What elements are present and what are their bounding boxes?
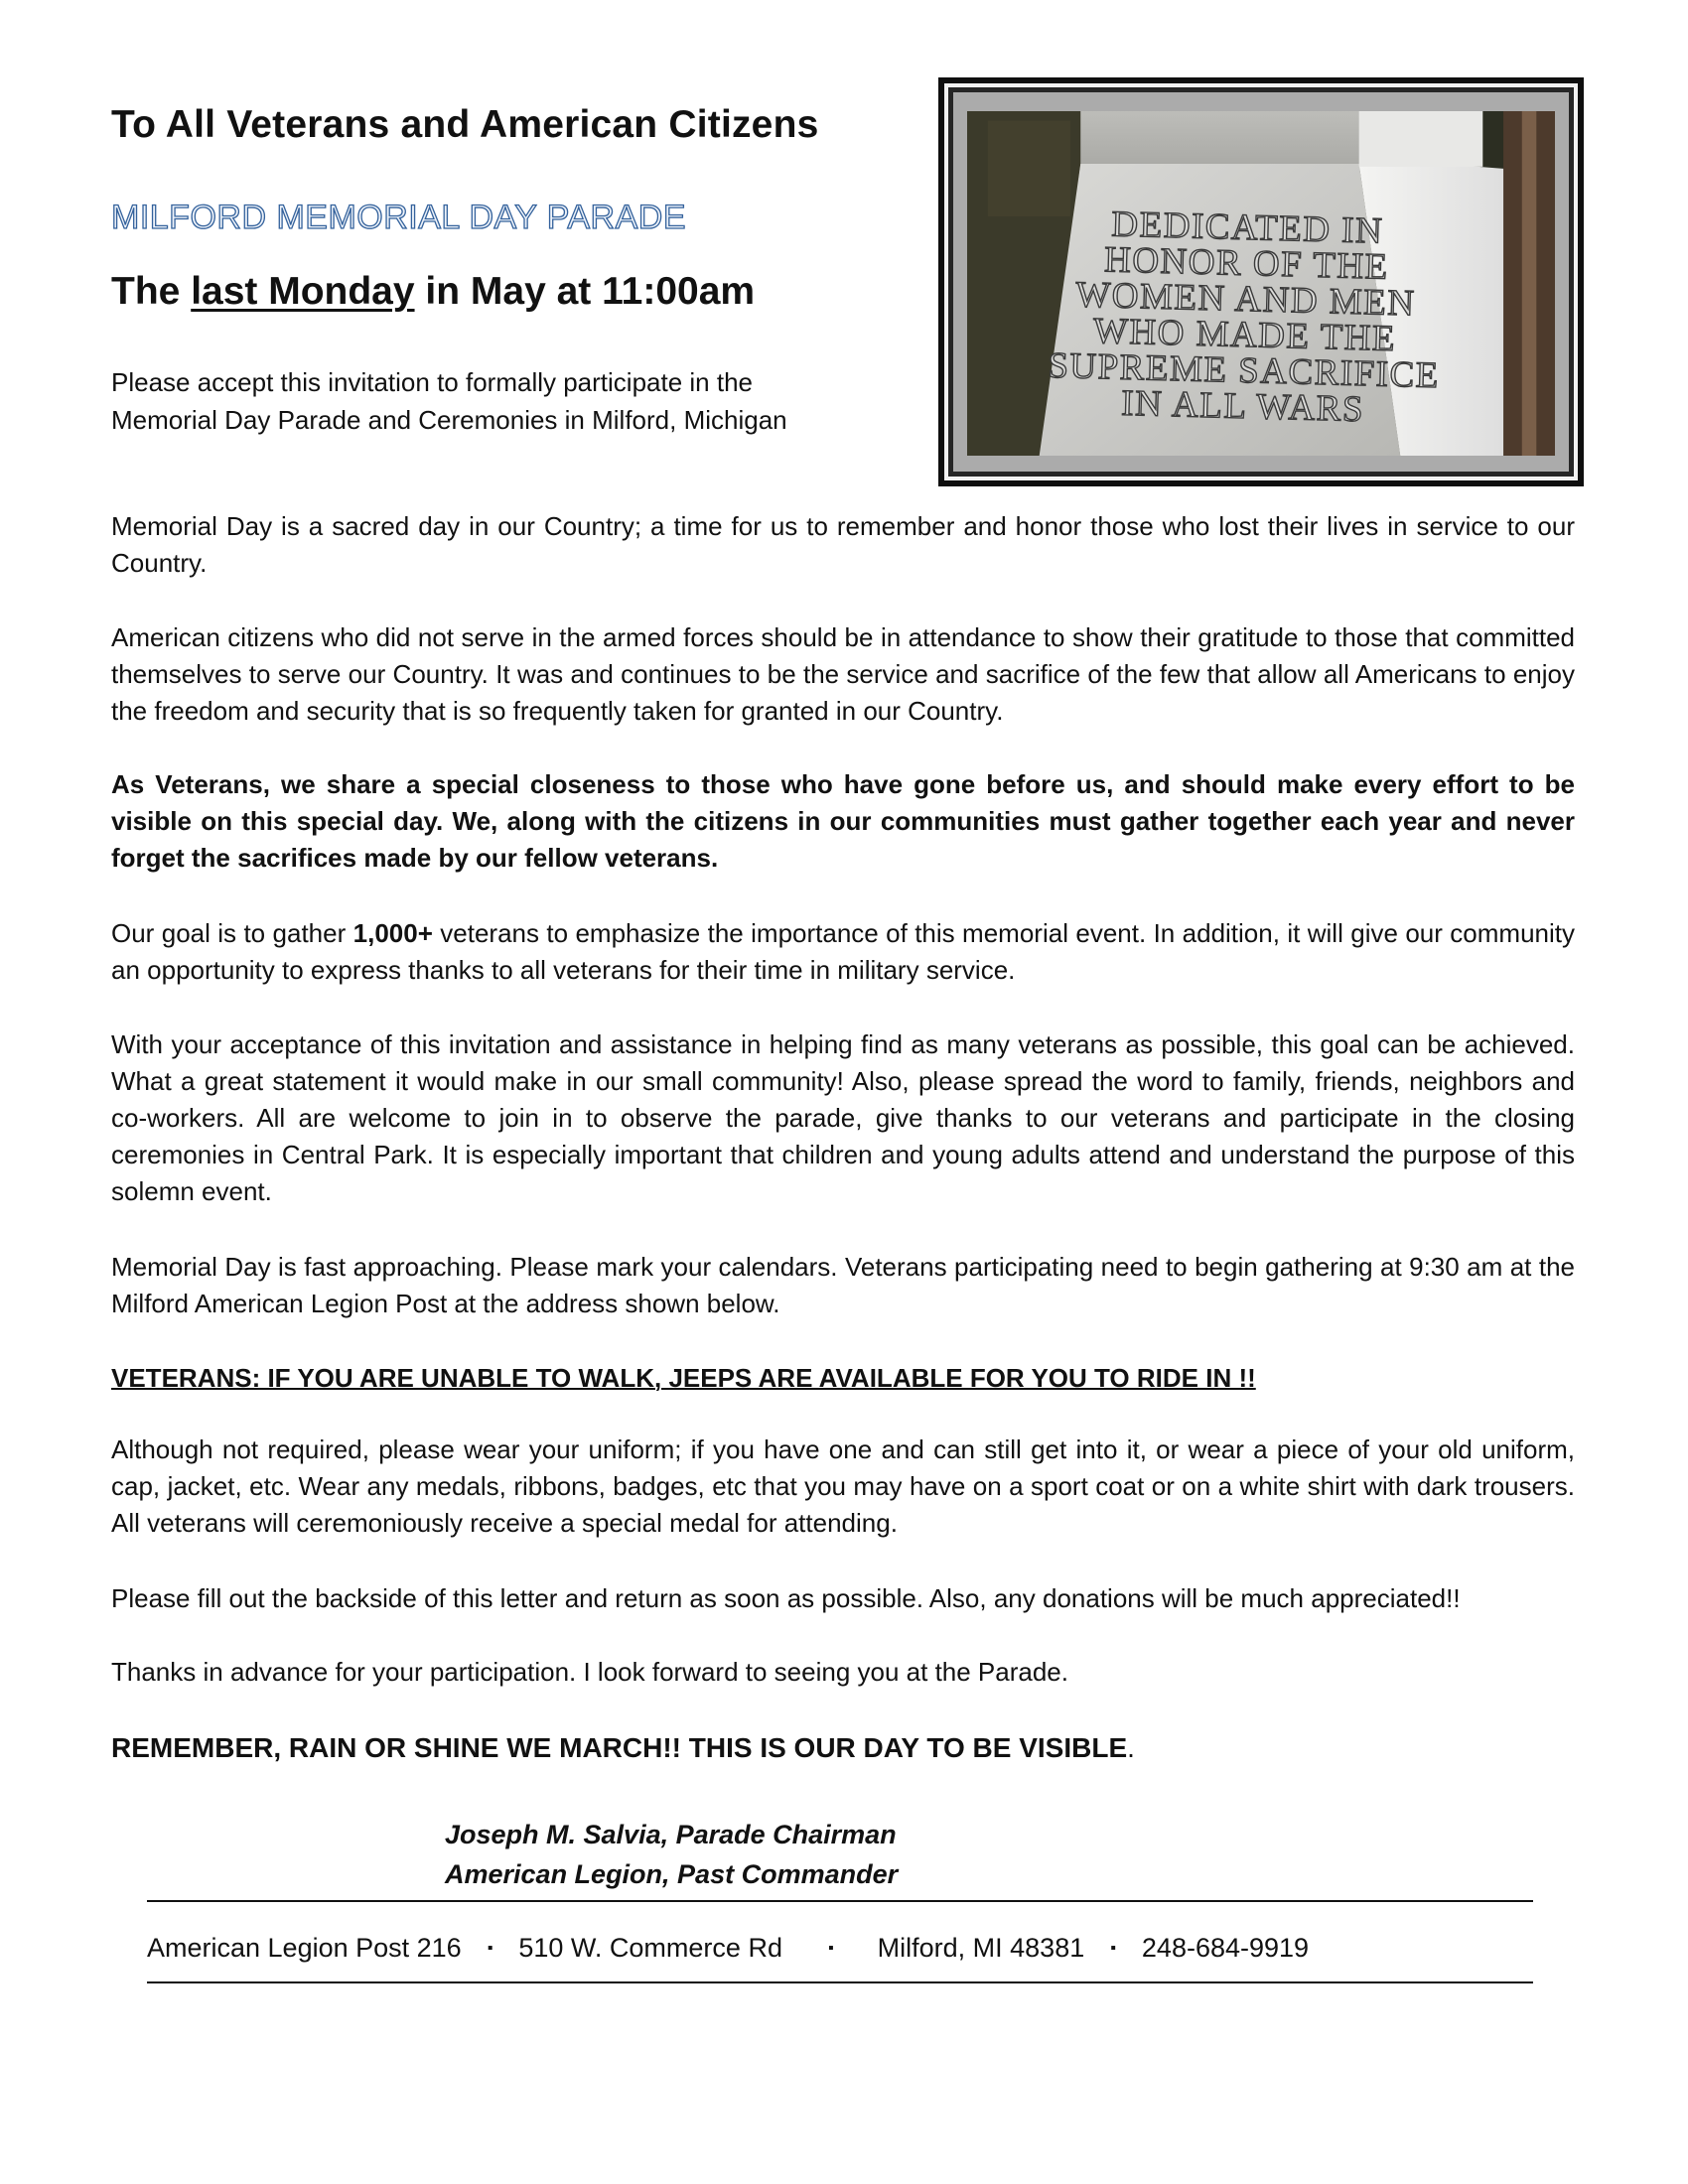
paragraph-uniform: Although not required, please wear your uniform; if you have one and can still get into it, or wear a piece of your old uniform, cap, jacket, etc. Wear any medals, ribbons, badges, etc that you may have on a sport coat or on a white shirt with dark trousers. All veterans will ceremoniously receive a special medal for attending. [111, 1434, 1575, 1538]
goal-text-post: veterans to emphasize the importance of this memorial event. In addition, it will give our community an opportunity to express thanks to all veterans for their time in military service. [111, 918, 1575, 985]
when-suffix: in May at 11:00am [425, 270, 756, 313]
footer-contact [147, 1933, 1533, 1964]
intro-line-2: Memorial Day Parade and Ceremonies in Milford, Michigan [111, 405, 787, 435]
paragraph-veterans-bold: As Veterans, we share a special closeness to those who have gone before us, and should make every effort to be visible on this special day. We, along with the citizens in our communities must gather together each year and never forget the sacrifices made by our fellow veterans. [111, 769, 1575, 873]
footer-post: American Legion Post 216 [147, 1933, 462, 1963]
footer-separator: ▪ [827, 1939, 834, 1957]
paragraph-citizens: American citizens who did not serve in the armed forces should be in attendance to show their gratitude to those that committed themselves to serve our Country. It was and continues to be the service and sacrifice of the few that allow all Americans to enjoy the freedom and security that is so frequently taken for granted in our Country. [111, 622, 1575, 726]
memorial-stone-photo [967, 111, 1555, 456]
paragraph-gathering: Memorial Day is fast approaching. Please mark your calendars. Veterans participating need to begin gathering at 9:30 am at the Milford American Legion Post at the address shown below. [111, 1252, 1575, 1318]
paragraph-jeeps-notice: VETERANS: IF YOU ARE UNABLE TO WALK, JEEPS ARE AVAILABLE FOR YOU TO RIDE IN !! [111, 1363, 1256, 1393]
paragraph-thanks: Thanks in advance for your participation. I look forward to seeing you at the Parade. [111, 1657, 1068, 1687]
signature-block [445, 1815, 898, 1894]
stone-inscription [1004, 205, 1485, 431]
inscription-line: WHO MADE THE [1092, 311, 1397, 359]
paragraph-backside: Please fill out the backside of this letter and return as soon as possible. Also, any donations will be much appreciated!! [111, 1583, 1461, 1613]
inscription-line: SUPREME SACRIFICE [1047, 344, 1441, 397]
paragraph-acceptance: With your acceptance of this invitation and assistance in helping find as many veterans as possible, this goal can be achieved. What a great statement it would make in our small community! Also, please spread the word to family, friends, neighbors and co-workers. All are welcome to join in to observe the parade, give thanks to our veterans and participate in the closing ceremonies in Central Park. It is especially important that children and young adults attend and understand the purpose of this solemn event. [111, 1029, 1575, 1206]
paragraph-goal [111, 915, 1575, 989]
signature-title: American Legion, Past Commander [445, 1859, 899, 1889]
parade-date-heading [111, 270, 755, 314]
salutation-heading: To All Veterans and American Citizens [111, 103, 819, 146]
parade-title: MILFORD MEMORIAL DAY PARADE [111, 199, 686, 236]
remember-period: . [1127, 1732, 1135, 1763]
when-prefix: The [111, 270, 181, 313]
footer-separator: ▪ [487, 1939, 493, 1957]
intro-text [111, 363, 886, 439]
goal-count: 1,000+ [352, 918, 433, 948]
signature-name: Joseph M. Salvia, Parade Chairman [445, 1820, 897, 1849]
footer-bottom-rule [147, 1981, 1533, 1983]
inscription-line: IN ALL WARS [1120, 382, 1365, 431]
paragraph-sacred-day: Memorial Day is a sacred day in our Country; a time for us to remember and honor those who lost their lives in service to our Country. [111, 511, 1575, 578]
footer-address: 510 W. Commerce Rd [518, 1933, 782, 1963]
goal-text-pre: Our goal is to gather [111, 918, 353, 948]
footer-city: Milford, MI 48381 [877, 1933, 1085, 1963]
footer-top-rule [147, 1900, 1533, 1902]
inscription-line: DEDICATED IN [1110, 204, 1384, 252]
paragraph-remember [111, 1729, 1575, 1766]
footer-separator: ▪ [1110, 1939, 1116, 1957]
inscription-line: WOMEN AND MEN [1074, 274, 1417, 325]
remember-text: REMEMBER, RAIN OR SHINE WE MARCH!! THIS IS OUR DAY TO BE VISIBLE [111, 1732, 1128, 1763]
footer-phone: 248-684-9919 [1141, 1933, 1310, 1963]
inscription-line: HONOR OF THE [1103, 239, 1390, 288]
intro-line-1: Please accept this invitation to formally participate in the [111, 367, 754, 397]
memorial-photo-frame [938, 77, 1584, 486]
when-underlined: last Monday [191, 270, 415, 313]
